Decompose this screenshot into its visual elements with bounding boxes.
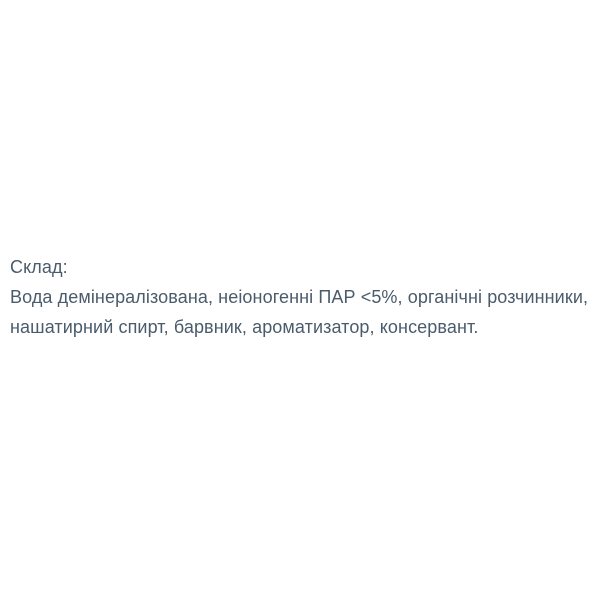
composition-text-line-2: нашатирний спирт, барвник, ароматизатор, консервант.: [10, 317, 479, 337]
composition-text-line-1: Вода демінералізована, неіоногенні ПАР <5%, органічні розчинники,: [10, 287, 589, 307]
composition-heading: Склад:: [10, 257, 68, 277]
composition-section: [10, 252, 600, 342]
